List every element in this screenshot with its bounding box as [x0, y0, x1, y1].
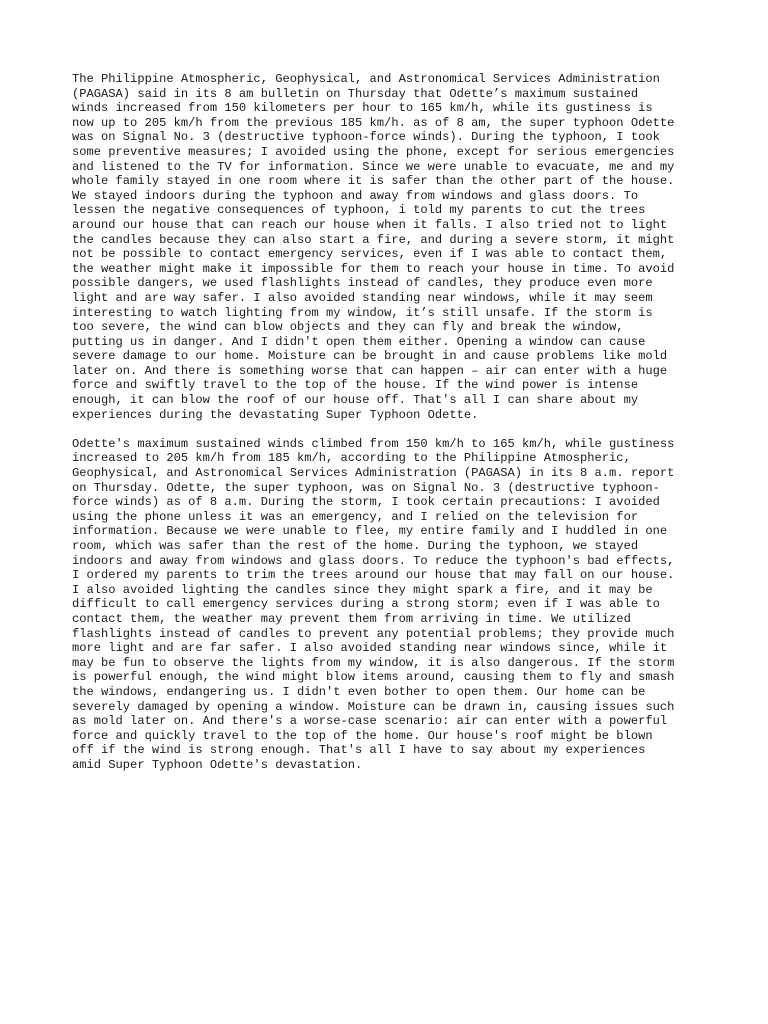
document-body — [72, 72, 702, 773]
paragraph-1: The Philippine Atmospheric, Geophysical, and Astronomical Services Administration (PAGASA) said in its 8 am bulletin on Thursday that Odette’s maximum sustained winds increased from 150 kilometers per hour to 165 km/h, while its gustiness is now up to 205 km/h from the previous 185 km/h. as of 8 am, the super typhoon Odette was on Signal No. 3 (destructive typhoon-force winds). During the typhoon, I took some preventive measures; I avoided using the phone, except for serious emergencies and listened to the TV for information. Since we were unable to evacuate, me and my whole family stayed in one room where it is safer than the other part of the house. We stayed indoors during the typhoon and away from windows and glass doors. To lessen the negative consequences of typhoon, i told my parents to cut the trees around our house that can reach our house when it falls. I also tried not to light the candles because they can also start a fire, and during a severe storm, it might not be possible to contact emergency services, even if I was able to contact them, the weather might make it impossible for them to reach your house in time. To avoid possible dangers, we used flashlights instead of candles, they produce even more light and are way safer. I also avoided standing near windows, while it may seem interesting to watch lighting from my window, it’s still unsafe. If the storm is too severe, the wind can blow objects and they can fly and break the window, putting us in danger. And I didn't open them either. Opening a window can cause severe damage to our home. Moisture can be brought in and cause problems like mold later on. And there is something worse that can happen – air can enter with a huge force and swiftly travel to the top of the house. If the wind power is intense enough, it can blow the roof of our house off. That's all I can share about my experiences during the devastating Super Typhoon Odette. — [72, 72, 675, 422]
paragraph-2: Odette's maximum sustained winds climbed from 150 km/h to 165 km/h, while gustiness increased to 205 km/h from 185 km/h, according to the Philippine Atmospheric, Geophysical, and Astronomical Services Administration (PAGASA) in its 8 a.m. report on Thursday. Odette, the super typhoon, was on Signal No. 3 (destructive typhoon- force winds) as of 8 a.m. During the storm, I took certain precautions: I avoided using the phone unless it was an emergency, and I relied on the television for information. Because we were unable to flee, my entire family and I huddled in one room, which was safer than the rest of the home. During the typhoon, we stayed indoors and away from windows and glass doors. To reduce the typhoon's bad effects, I ordered my parents to trim the trees around our house that may fall on our house. I also avoided lighting the candles since they might spark a fire, and it may be difficult to call emergency services during a strong storm; even if I was able to contact them, the weather may prevent them from arriving in time. We utilized flashlights instead of candles to prevent any potential problems; they provide much more light and are far safer. I also avoided standing near windows since, while it may be fun to observe the lights from my window, it is also dangerous. If the storm is powerful enough, the wind might blow items around, causing them to fly and smash the windows, endangering us. I didn't even bother to open them. Our home can be severely damaged by opening a window. Moisture can be drawn in, causing issues such as mold later on. And there's a worse-case scenario: air can enter with a powerful force and quickly travel to the top of the home. Our house's roof might be blown off if the wind is strong enough. That's all I have to say about my experiences amid Super Typhoon Odette's devastation. — [72, 436, 675, 772]
